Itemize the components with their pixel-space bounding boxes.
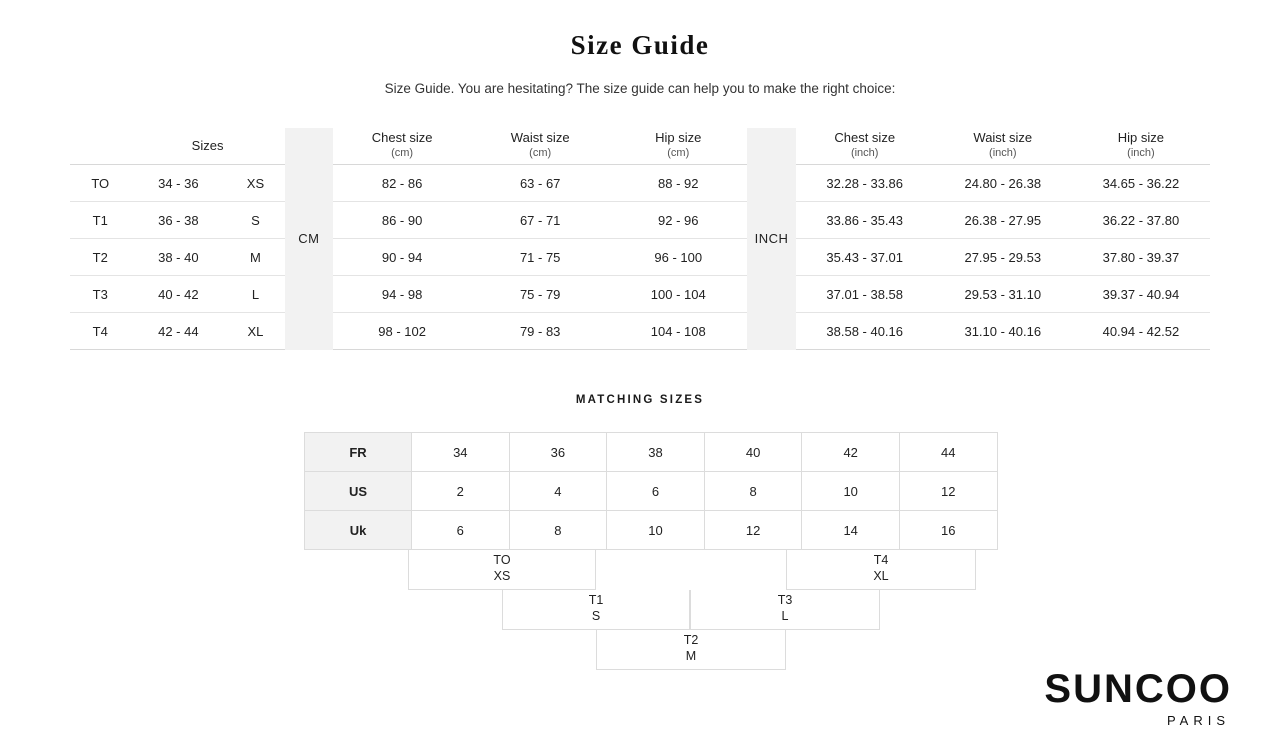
- cell-hip-cm: 104 - 108: [609, 313, 747, 350]
- header-waist-inch: Waist size (inch): [934, 128, 1072, 165]
- cell-fr-4: 40: [704, 433, 802, 472]
- cell-chest-cm: 86 - 90: [333, 202, 471, 239]
- header-hip-cm: Hip size (cm): [609, 128, 747, 165]
- bracket-row-1: [304, 550, 976, 590]
- matching-sizes-container: [304, 432, 976, 670]
- header-sizes: Sizes: [130, 128, 284, 165]
- bracket-t4-xl: T4 XL: [786, 550, 976, 590]
- matching-row-label-fr: FR: [305, 433, 412, 472]
- bracket-row-3: [304, 630, 976, 670]
- cell-hip-inch: 34.65 - 36.22: [1072, 165, 1210, 202]
- matching-row-label-uk: Uk: [305, 511, 412, 550]
- cell-waist-cm: 67 - 71: [471, 202, 609, 239]
- cell-chest-cm: 82 - 86: [333, 165, 471, 202]
- cell-letter: M: [226, 239, 284, 276]
- cell-waist-cm: 75 - 79: [471, 276, 609, 313]
- table-row: [70, 165, 1210, 202]
- cell-us-1: 2: [412, 472, 510, 511]
- cell-fr-2: 36: [509, 433, 607, 472]
- cell-hip-inch: 39.37 - 40.94: [1072, 276, 1210, 313]
- unit-cell-inch: INCH: [747, 128, 795, 350]
- size-guide-page: [0, 30, 1280, 750]
- cell-chest-inch: 35.43 - 37.01: [796, 239, 934, 276]
- cell-hip-inch: 36.22 - 37.80: [1072, 202, 1210, 239]
- table-row: [305, 472, 998, 511]
- size-table-header-row: [70, 128, 1210, 165]
- matching-sizes-title: MATCHING SIZES: [575, 394, 705, 406]
- cell-chest-inch: 32.28 - 33.86: [796, 165, 934, 202]
- cell-hip-cm: 88 - 92: [609, 165, 747, 202]
- cell-hip-cm: 92 - 96: [609, 202, 747, 239]
- cell-code: T2: [70, 239, 130, 276]
- table-row: [70, 313, 1210, 350]
- brand-tagline: PARIS: [1166, 713, 1230, 728]
- cell-uk-5: 14: [802, 511, 900, 550]
- cell-us-2: 4: [509, 472, 607, 511]
- cell-chest-inch: 33.86 - 35.43: [796, 202, 934, 239]
- cell-fr: 36 - 38: [130, 202, 226, 239]
- bracket-row-2: [304, 590, 976, 630]
- cell-waist-inch: 31.10 - 40.16: [934, 313, 1072, 350]
- brand-logo: [1044, 669, 1232, 728]
- size-table: [70, 128, 1210, 350]
- matching-brackets: [304, 550, 976, 670]
- cell-chest-inch: 37.01 - 38.58: [796, 276, 934, 313]
- cell-chest-cm: 98 - 102: [333, 313, 471, 350]
- cell-us-5: 10: [802, 472, 900, 511]
- cell-fr-6: 44: [899, 433, 997, 472]
- cell-chest-inch: 38.58 - 40.16: [796, 313, 934, 350]
- cell-fr-5: 42: [802, 433, 900, 472]
- cell-letter: S: [226, 202, 284, 239]
- cell-us-6: 12: [899, 472, 997, 511]
- header-hip-inch: Hip size (inch): [1072, 128, 1210, 165]
- table-row: [70, 276, 1210, 313]
- cell-hip-inch: 40.94 - 42.52: [1072, 313, 1210, 350]
- cell-hip-cm: 96 - 100: [609, 239, 747, 276]
- cell-fr: 38 - 40: [130, 239, 226, 276]
- cell-waist-inch: 29.53 - 31.10: [934, 276, 1072, 313]
- page-subtitle: Size Guide. You are hesitating? The size guide can help you to make the right choice:: [384, 81, 896, 96]
- cell-fr-1: 34: [412, 433, 510, 472]
- cell-letter: L: [226, 276, 284, 313]
- bracket-to-xs: TO XS: [408, 550, 596, 590]
- cell-waist-cm: 71 - 75: [471, 239, 609, 276]
- cell-us-3: 6: [607, 472, 705, 511]
- cell-hip-inch: 37.80 - 39.37: [1072, 239, 1210, 276]
- unit-cell-cm: CM: [285, 128, 333, 350]
- header-chest-cm: Chest size (cm): [333, 128, 471, 165]
- cell-uk-3: 10: [607, 511, 705, 550]
- cell-waist-cm: 63 - 67: [471, 165, 609, 202]
- cell-code: TO: [70, 165, 130, 202]
- cell-uk-1: 6: [412, 511, 510, 550]
- page-title: Size Guide: [570, 30, 710, 60]
- bracket-t2-m: T2 M: [596, 630, 786, 670]
- cell-code: T3: [70, 276, 130, 313]
- cell-waist-inch: 27.95 - 29.53: [934, 239, 1072, 276]
- cell-waist-inch: 24.80 - 26.38: [934, 165, 1072, 202]
- cell-letter: XL: [226, 313, 284, 350]
- bracket-t3-l: T3 L: [690, 590, 880, 630]
- table-row: [305, 433, 998, 472]
- cell-uk-4: 12: [704, 511, 802, 550]
- cell-letter: XS: [226, 165, 284, 202]
- cell-uk-2: 8: [509, 511, 607, 550]
- size-table-container: [70, 128, 1210, 350]
- header-spacer-left: [70, 128, 130, 165]
- cell-waist-cm: 79 - 83: [471, 313, 609, 350]
- cell-code: T4: [70, 313, 130, 350]
- matching-sizes-table: [304, 432, 998, 550]
- table-row: [305, 511, 998, 550]
- cell-us-4: 8: [704, 472, 802, 511]
- cell-fr-3: 38: [607, 433, 705, 472]
- table-row: [70, 202, 1210, 239]
- cell-chest-cm: 90 - 94: [333, 239, 471, 276]
- cell-hip-cm: 100 - 104: [609, 276, 747, 313]
- cell-waist-inch: 26.38 - 27.95: [934, 202, 1072, 239]
- cell-fr: 42 - 44: [130, 313, 226, 350]
- matching-row-label-us: US: [305, 472, 412, 511]
- cell-chest-cm: 94 - 98: [333, 276, 471, 313]
- header-waist-cm: Waist size (cm): [471, 128, 609, 165]
- header-chest-inch: Chest size (inch): [796, 128, 934, 165]
- cell-fr: 34 - 36: [130, 165, 226, 202]
- cell-uk-6: 16: [899, 511, 997, 550]
- table-row: [70, 239, 1210, 276]
- bracket-t1-s: T1 S: [502, 590, 690, 630]
- cell-fr: 40 - 42: [130, 276, 226, 313]
- brand-name: SUNCOO: [1044, 667, 1232, 711]
- cell-code: T1: [70, 202, 130, 239]
